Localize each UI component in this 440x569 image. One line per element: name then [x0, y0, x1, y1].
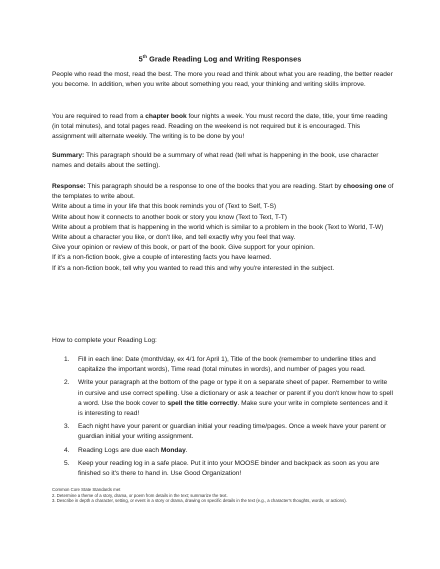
response-label: Response:: [52, 183, 86, 190]
response-line: If it's a non-fiction book, give a couple of interesting facts you have learned.: [52, 254, 272, 262]
step-text: Keep your reading log in a safe place. Put it into your MOOSE binder and backpack as soon as you are finished so it's there to hand in. Use Good Organization!: [78, 459, 380, 478]
step-item: [52, 446, 394, 456]
step-bold-text: Monday: [160, 446, 186, 454]
footnote-line: Common Core State Standards met: [52, 487, 121, 492]
response-line: Write about a problem that is happening in the world which is similar to a problem in the book (Text to World, T-W): [52, 223, 384, 231]
response-bold: choosing one: [343, 183, 387, 190]
step-text: Reading Logs are due each: [78, 446, 161, 454]
step-text: . Make sure your write in complete sentences and it is interesting to read!: [78, 399, 388, 418]
footnote-line: 3. Describe in depth a character, setting, or event in a story or drama, drawing on specific details in the text (e.g., a character's thoughts, words, or actions).: [52, 498, 347, 504]
intro-paragraph: People who read the most, read the best. The more you read and think about what you are reading, the better reader you become. In addition, when you write about something you read, your thinking and writing skills improve.: [52, 71, 393, 89]
step-item: [52, 422, 394, 442]
step-number: 2.: [64, 379, 70, 387]
response-line: Write about a time in your life that this book reminds you of (Text to Self, T-S): [52, 203, 277, 211]
response-section: [52, 182, 394, 274]
requirements-bold: chapter book: [145, 113, 187, 120]
step-item: [52, 378, 394, 419]
title-grade-number: 5: [138, 54, 143, 64]
how-to-heading: How to complete your Reading Log:: [52, 337, 157, 344]
requirements-text-2: four nights a week. You must record the date, title, your time reading (in total minutes), and total pages read. Reading on the weekend is not required but it is encouraged. This assignment will alternate weekly. The writing is to be done by you!: [52, 113, 388, 141]
step-number: 1.: [64, 356, 70, 363]
summary-text: This paragraph should be a summary of what read (tell what is happening in the book, use character names and details about the setting).: [52, 152, 379, 170]
response-text-2: of the templates to write about.: [52, 183, 394, 201]
response-line: Give your opinion or review of this book, or part of the book. Give support for your opinion.: [52, 244, 315, 252]
summary-label: Summary:: [52, 152, 85, 159]
step-text: Each night have your parent or guardian initial your reading time/pages. Once a week have your parent or guardian initial your writing assignment.: [78, 423, 387, 441]
footnote-line: 2. Determine a theme of a story, drama, or poem from details in the text; summarize the text.: [52, 492, 228, 498]
response-line: Write about a character you like, or don't like, and tell exactly why you feel that way.: [52, 234, 296, 242]
step-text: Write your paragraph at the bottom of the page or type it on a separate sheet of paper. Remember to write in cursive and use correct spelling. Use a dictionary or ask a teacher or parent if you don't know how to spell a word. Use the book cover to: [78, 379, 393, 407]
title-text: Grade Reading Log and Writing Responses: [147, 54, 302, 64]
standards-footnote: [52, 487, 394, 504]
step-item: [52, 355, 394, 375]
step-item: [52, 459, 394, 479]
step-number: 4.: [64, 446, 70, 454]
response-line: If it's a non-fiction book, tell why you wanted to read this and why you're interested in the subject.: [52, 264, 335, 272]
response-intro: [52, 183, 394, 200]
steps-list: [52, 355, 394, 482]
page-title: [0, 52, 440, 63]
step-bold-text: spell the title correctly: [167, 399, 238, 407]
requirements-paragraph: [52, 112, 394, 143]
step-number: 5.: [64, 459, 70, 467]
step-text: .: [185, 446, 188, 454]
requirements-text-1: You are required to read from a: [52, 113, 146, 120]
response-line: Write about how it connects to another book or story you know (Text to Text, T-T): [52, 213, 287, 221]
step-text: Fill in each line: Date (month/day, ex 4/1 for April 1), Title of the book (remember to underline titles and capitalize the important words), Time read (total minutes in words), and number of pages you read.: [78, 356, 376, 374]
response-text-1: This paragraph should be a response to one of the books that you are reading. Start by: [85, 183, 344, 190]
title-superscript: th: [142, 54, 148, 59]
step-number: 3.: [64, 423, 70, 431]
summary-paragraph: [52, 151, 394, 171]
